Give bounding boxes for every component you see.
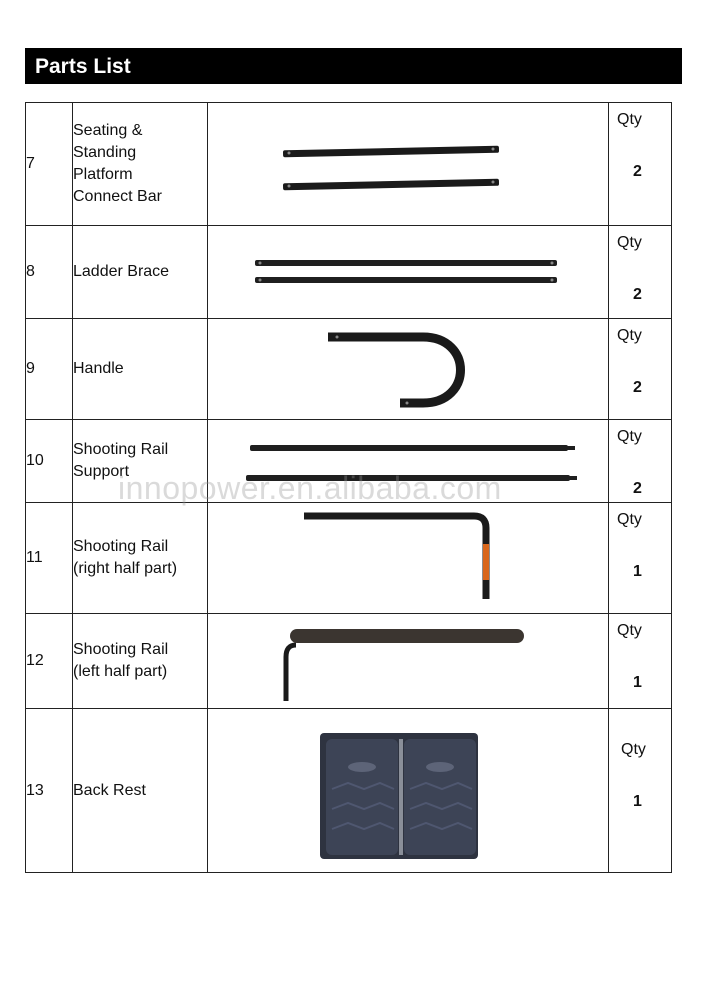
qty-cell: [609, 103, 672, 226]
page-title: Parts List: [35, 55, 131, 78]
part-image: [208, 226, 609, 319]
part-name: Handle: [73, 319, 208, 420]
part-image: [208, 709, 609, 873]
qty-value: 2: [633, 379, 642, 396]
qty-value: 2: [633, 286, 642, 303]
left-rail-image: [208, 615, 606, 708]
qty-cell: [609, 614, 672, 709]
table-row: [26, 709, 672, 873]
part-name: Ladder Brace: [73, 226, 208, 319]
part-image: [208, 503, 609, 614]
qty-value: 2: [633, 163, 642, 180]
table-row: [26, 103, 672, 226]
qty-label: Qty: [621, 741, 646, 758]
handle-image: [208, 319, 606, 419]
part-number: 7: [26, 103, 73, 226]
table-row: [26, 614, 672, 709]
qty-label: Qty: [617, 622, 642, 639]
qty-cell: [609, 709, 672, 873]
qty-value: 2: [633, 480, 642, 497]
part-number: 8: [26, 226, 73, 319]
qty-cell: [609, 319, 672, 420]
part-name: Shooting Rail Support: [73, 420, 208, 503]
part-name: Shooting Rail (right half part): [73, 503, 208, 614]
part-name: Seating & Standing Platform Connect Bar: [73, 103, 208, 226]
table-row: [26, 503, 672, 614]
ladder-brace-image: [208, 227, 606, 317]
table-row: [26, 319, 672, 420]
parts-list-header: [25, 48, 682, 84]
qty-value: 1: [633, 674, 642, 691]
part-number: 13: [26, 709, 73, 873]
qty-label: Qty: [617, 234, 642, 251]
connect-bar-image: [208, 104, 606, 224]
qty-cell: [609, 503, 672, 614]
qty-label: Qty: [617, 511, 642, 528]
back-rest-image: [208, 711, 606, 871]
part-name: Shooting Rail (left half part): [73, 614, 208, 709]
part-image: [208, 319, 609, 420]
watermark: innopower.en.alibaba.com: [118, 470, 502, 506]
qty-value: 1: [633, 793, 642, 810]
qty-label: Qty: [617, 111, 642, 128]
table-row: [26, 226, 672, 319]
part-image: [208, 103, 609, 226]
qty-label: Qty: [617, 428, 642, 445]
part-image: [208, 614, 609, 709]
part-name: Back Rest: [73, 709, 208, 873]
part-number: 11: [26, 503, 73, 614]
part-number: 12: [26, 614, 73, 709]
qty-cell: [609, 420, 672, 503]
qty-value: 1: [633, 563, 642, 580]
qty-label: Qty: [617, 327, 642, 344]
part-number: 9: [26, 319, 73, 420]
part-number: 10: [26, 420, 73, 503]
right-rail-image: [208, 504, 606, 612]
qty-cell: [609, 226, 672, 319]
